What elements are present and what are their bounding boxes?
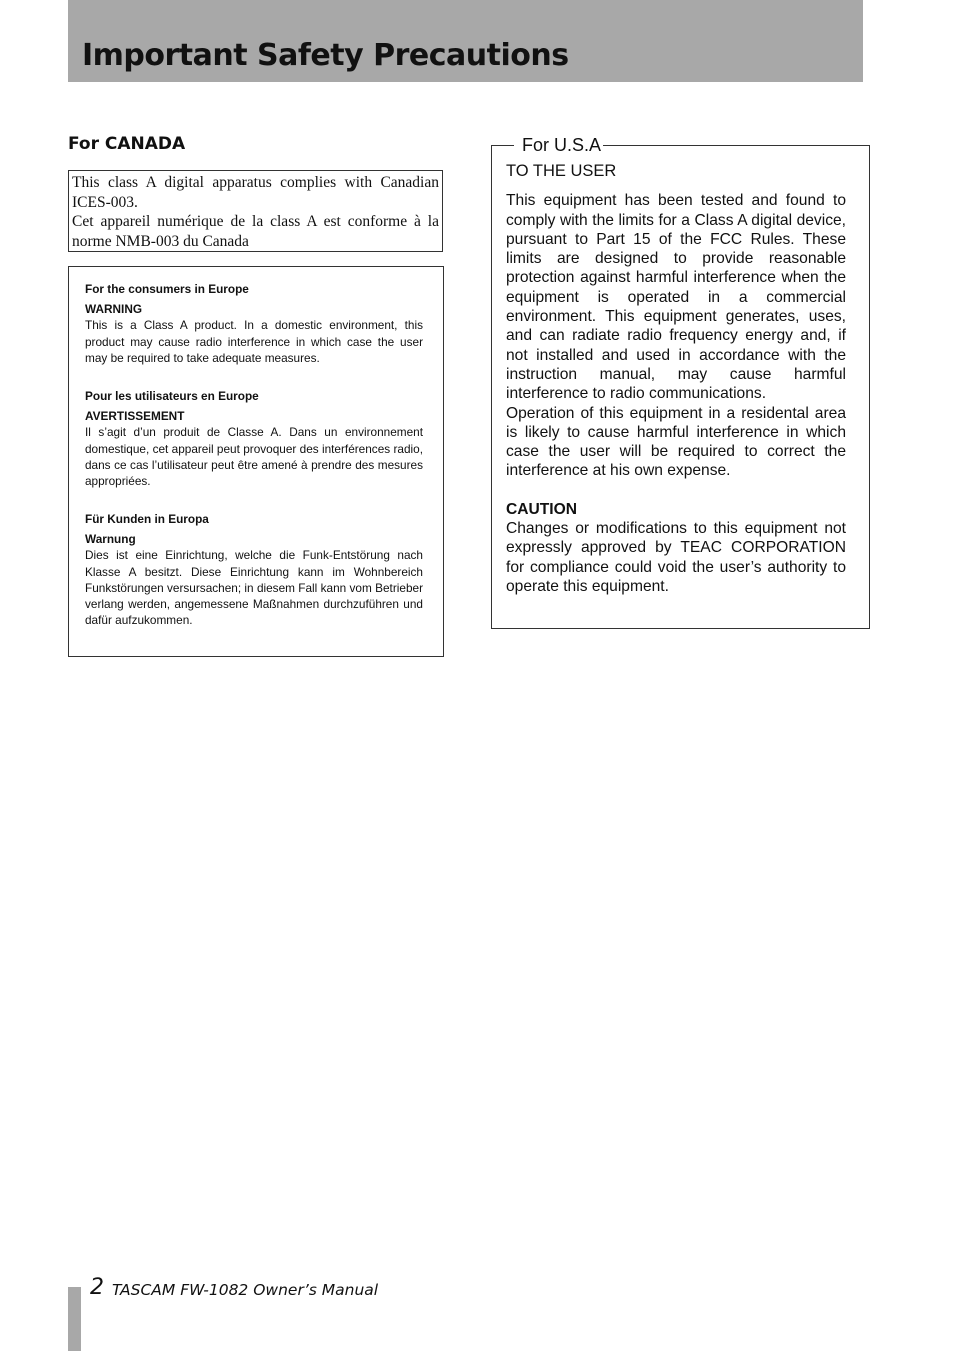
europe-section-warning: Warnung bbox=[85, 532, 136, 547]
canada-heading: For CANADA bbox=[68, 134, 186, 154]
page-title: Important Safety Precautions bbox=[82, 38, 569, 73]
europe-section-en bbox=[85, 281, 423, 366]
europe-section-text: Dies ist eine Einrichtung, welche die Funk-Entstörung nach Klasse A besitzt. Diese Einrichtung kann im Wohnbereich Funkstörungen versursachen; in diesem Fall kann vom Betrieber verlang werden, angemessene Maßnahmen durchzuführen und dafür aufzukommen. bbox=[85, 548, 423, 628]
europe-notice-box bbox=[68, 266, 444, 657]
usa-notice-box bbox=[491, 135, 870, 629]
usa-caution-title: CAUTION bbox=[506, 500, 578, 518]
usa-to-user: TO THE USER bbox=[506, 162, 617, 180]
europe-section-de bbox=[85, 511, 423, 628]
usa-caution-text: Changes or modifications to this equipment not expressly approved by TEAC CORPORATION for compliance could void the user’s authority to operate this equipment. bbox=[506, 520, 846, 595]
europe-section-title: Für Kunden in Europa bbox=[85, 512, 209, 526]
canada-notice-box bbox=[68, 170, 443, 252]
header-bar bbox=[68, 0, 863, 82]
canada-text-en: This class A digital apparatus complies with Canadian ICES-003. bbox=[72, 174, 439, 211]
europe-section-text: Il s’agit d’un produit de Classe A. Dans un environnement domestique, cet appareil peut provoquer des interférences radio, dans ce cas l’utilisateur peut être amené à prendre des mesures appropriées. bbox=[85, 425, 423, 489]
usa-paragraph-2: Operation of this equipment in a residental area is likely to cause harmful interference in which case the user will be required to correct the interference at his own expense. bbox=[506, 404, 846, 480]
usa-content bbox=[506, 162, 846, 596]
europe-section-fr bbox=[85, 388, 423, 489]
usa-legend: For U.S.A bbox=[514, 134, 603, 156]
canada-text-fr: Cet appareil numérique de la class A est conforme à la norme NMB-003 du Canada bbox=[72, 213, 439, 250]
europe-section-text: This is a Class A product. In a domestic environment, this product may cause radio interference in which case the user may be required to take adequate measures. bbox=[85, 318, 423, 365]
europe-section-warning: WARNING bbox=[85, 302, 143, 317]
europe-section-title: Pour les utilisateurs en Europe bbox=[85, 389, 259, 403]
europe-section-title: For the consumers in Europe bbox=[85, 282, 249, 296]
manual-name: TASCAM FW-1082 Owner’s Manual bbox=[112, 1281, 379, 1299]
europe-section-warning: AVERTISSEMENT bbox=[85, 409, 185, 424]
usa-paragraph-1: This equipment has been tested and found to comply with the limits for a Class A digital device, pursuant to Part 15 of the FCC Rules. These limits are designed to provide reasonable protection against harmful interference when the equipment is operated in a commercial environment. This equipment generates, uses, and can radiate radio frequency energy and, if not installed and used in accordance with the instruction manual, may cause harmful interference to radio communications. bbox=[506, 192, 846, 403]
page-number: 2 bbox=[90, 1275, 104, 1300]
footer-bar bbox=[68, 1287, 81, 1351]
